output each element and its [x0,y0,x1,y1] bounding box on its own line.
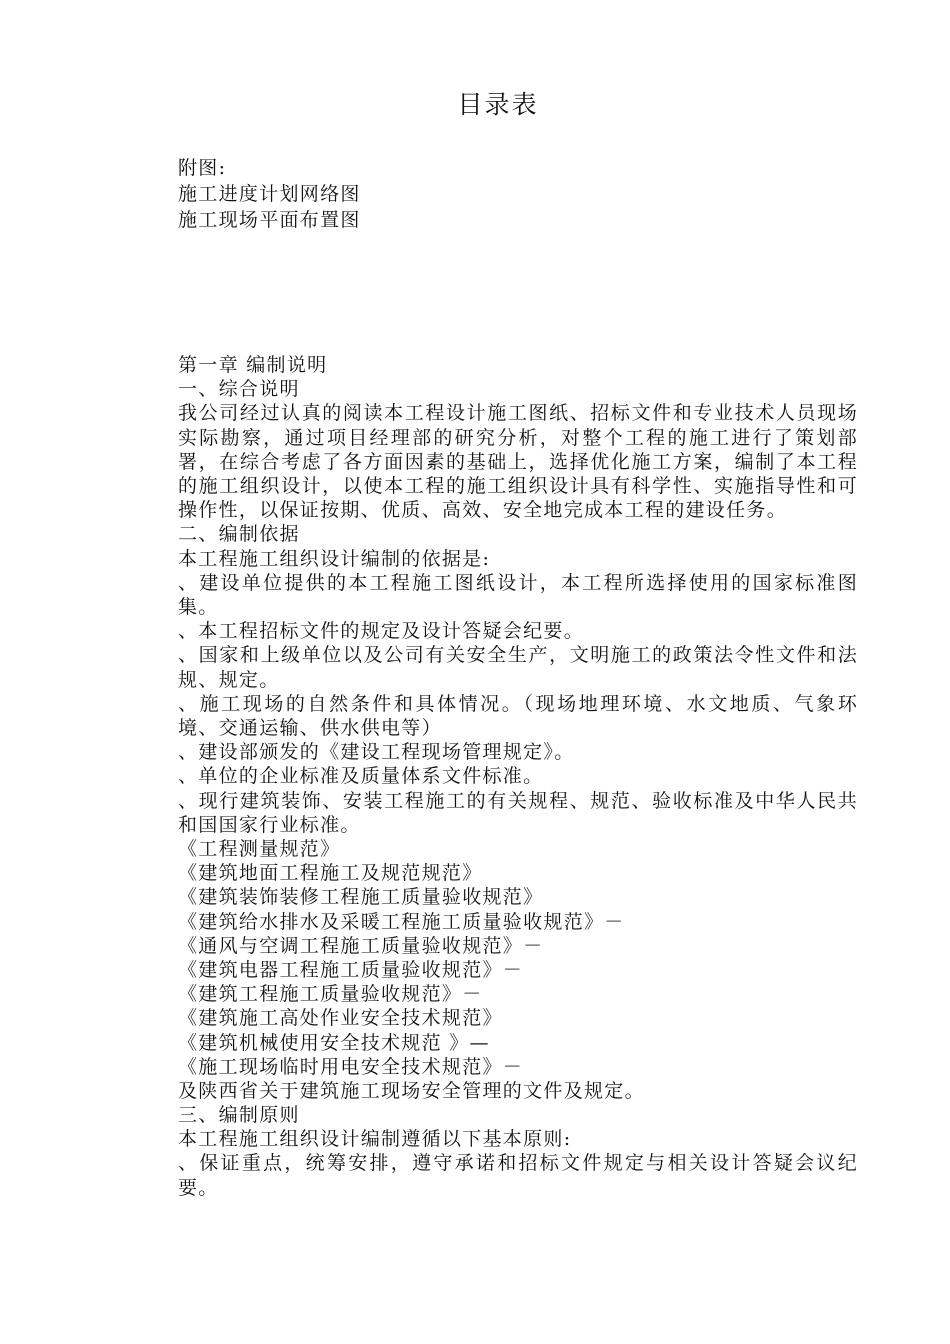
standard-item: 《建筑地面工程施工及规范规范》 [178,862,483,885]
standard-item: 《建筑机械使用安全技术规范 》— [178,1031,490,1054]
standard-item: 《建筑装饰装修工程施工质量验收规范》 [178,886,544,909]
list-item: 、国家和上级单位以及公司有关安全生产，文明施工的政策法令性文件和法规、规定。 [178,644,858,691]
list-item: 、施工现场的自然条件和具体情况。（现场地理环境、水文地质、气象环境、交通运输、供水供电等） [178,692,858,739]
section-heading: 三、编制原则 [178,1104,300,1127]
standard-item: 《建筑给水排水及采暖工程施工质量验收规范》－ [178,910,625,933]
list-item: 、建设部颁发的《建设工程现场管理规定》。 [178,741,575,764]
section-heading: 一、综合说明 [178,378,300,401]
section-intro: 本工程施工组织设计编制遵循以下基本原则: [178,1128,572,1151]
standard-item: 《建筑工程施工质量验收规范》－ [178,983,483,1006]
page-title: 目录表 [457,90,539,119]
list-item: 、现行建筑装饰、安装工程施工的有关规程、规范、验收标准及中华人民共和国国家行业标准。 [178,789,858,836]
appendix-block [178,155,858,233]
appendix-item: 施工现场平面布置图 [178,209,361,231]
list-item: 、本工程招标文件的规定及设计答疑会纪要。 [178,620,585,643]
standard-item: 《施工现场临时用电安全技术规范》－ [178,1055,524,1078]
section-intro: 本工程施工组织设计编制的依据是: [178,547,491,570]
chapter-body [178,353,858,1200]
section-heading: 二、编制依据 [178,523,300,546]
list-item: 、保证重点，统筹安排，遵守承诺和招标文件规定与相关设计答疑会议纪要。 [178,1152,858,1199]
standard-item: 《通风与空调工程施工质量验收规范》－ [178,934,544,957]
appendix-item: 施工进度计划网络图 [178,183,361,205]
standard-item: 《建筑电器工程施工质量验收规范》－ [178,958,524,981]
standard-item: 《建筑施工高处作业安全技术规范》 [178,1007,503,1030]
section-closing: 及陕西省关于建筑施工现场安全管理的文件及规定。 [178,1079,645,1102]
section-paragraph: 我公司经过认真的阅读本工程设计施工图纸、招标文件和专业技术人员现场实际勘察，通过项目经理部的研究分析，对整个工程的施工进行了策划部署，在综合考虑了各方面因素的基础上，选择优化施工方案，编制了本工程的施工组织设计，以使本工程的施工组织设计具有科学性、实施指导性和可操作性，以保证按期、优质、高效、安全地完成本工程的建设任务。 [178,402,858,522]
list-item: 、单位的企业标准及质量体系文件标准。 [178,765,544,788]
appendix-label: 附图: [178,157,227,179]
list-item: 、建设单位提供的本工程施工图纸设计，本工程所选择使用的国家标准图集。 [178,571,858,618]
standard-item: 《工程测量规范》 [178,838,341,860]
chapter-heading: 第一章 编制说明 [178,354,328,376]
